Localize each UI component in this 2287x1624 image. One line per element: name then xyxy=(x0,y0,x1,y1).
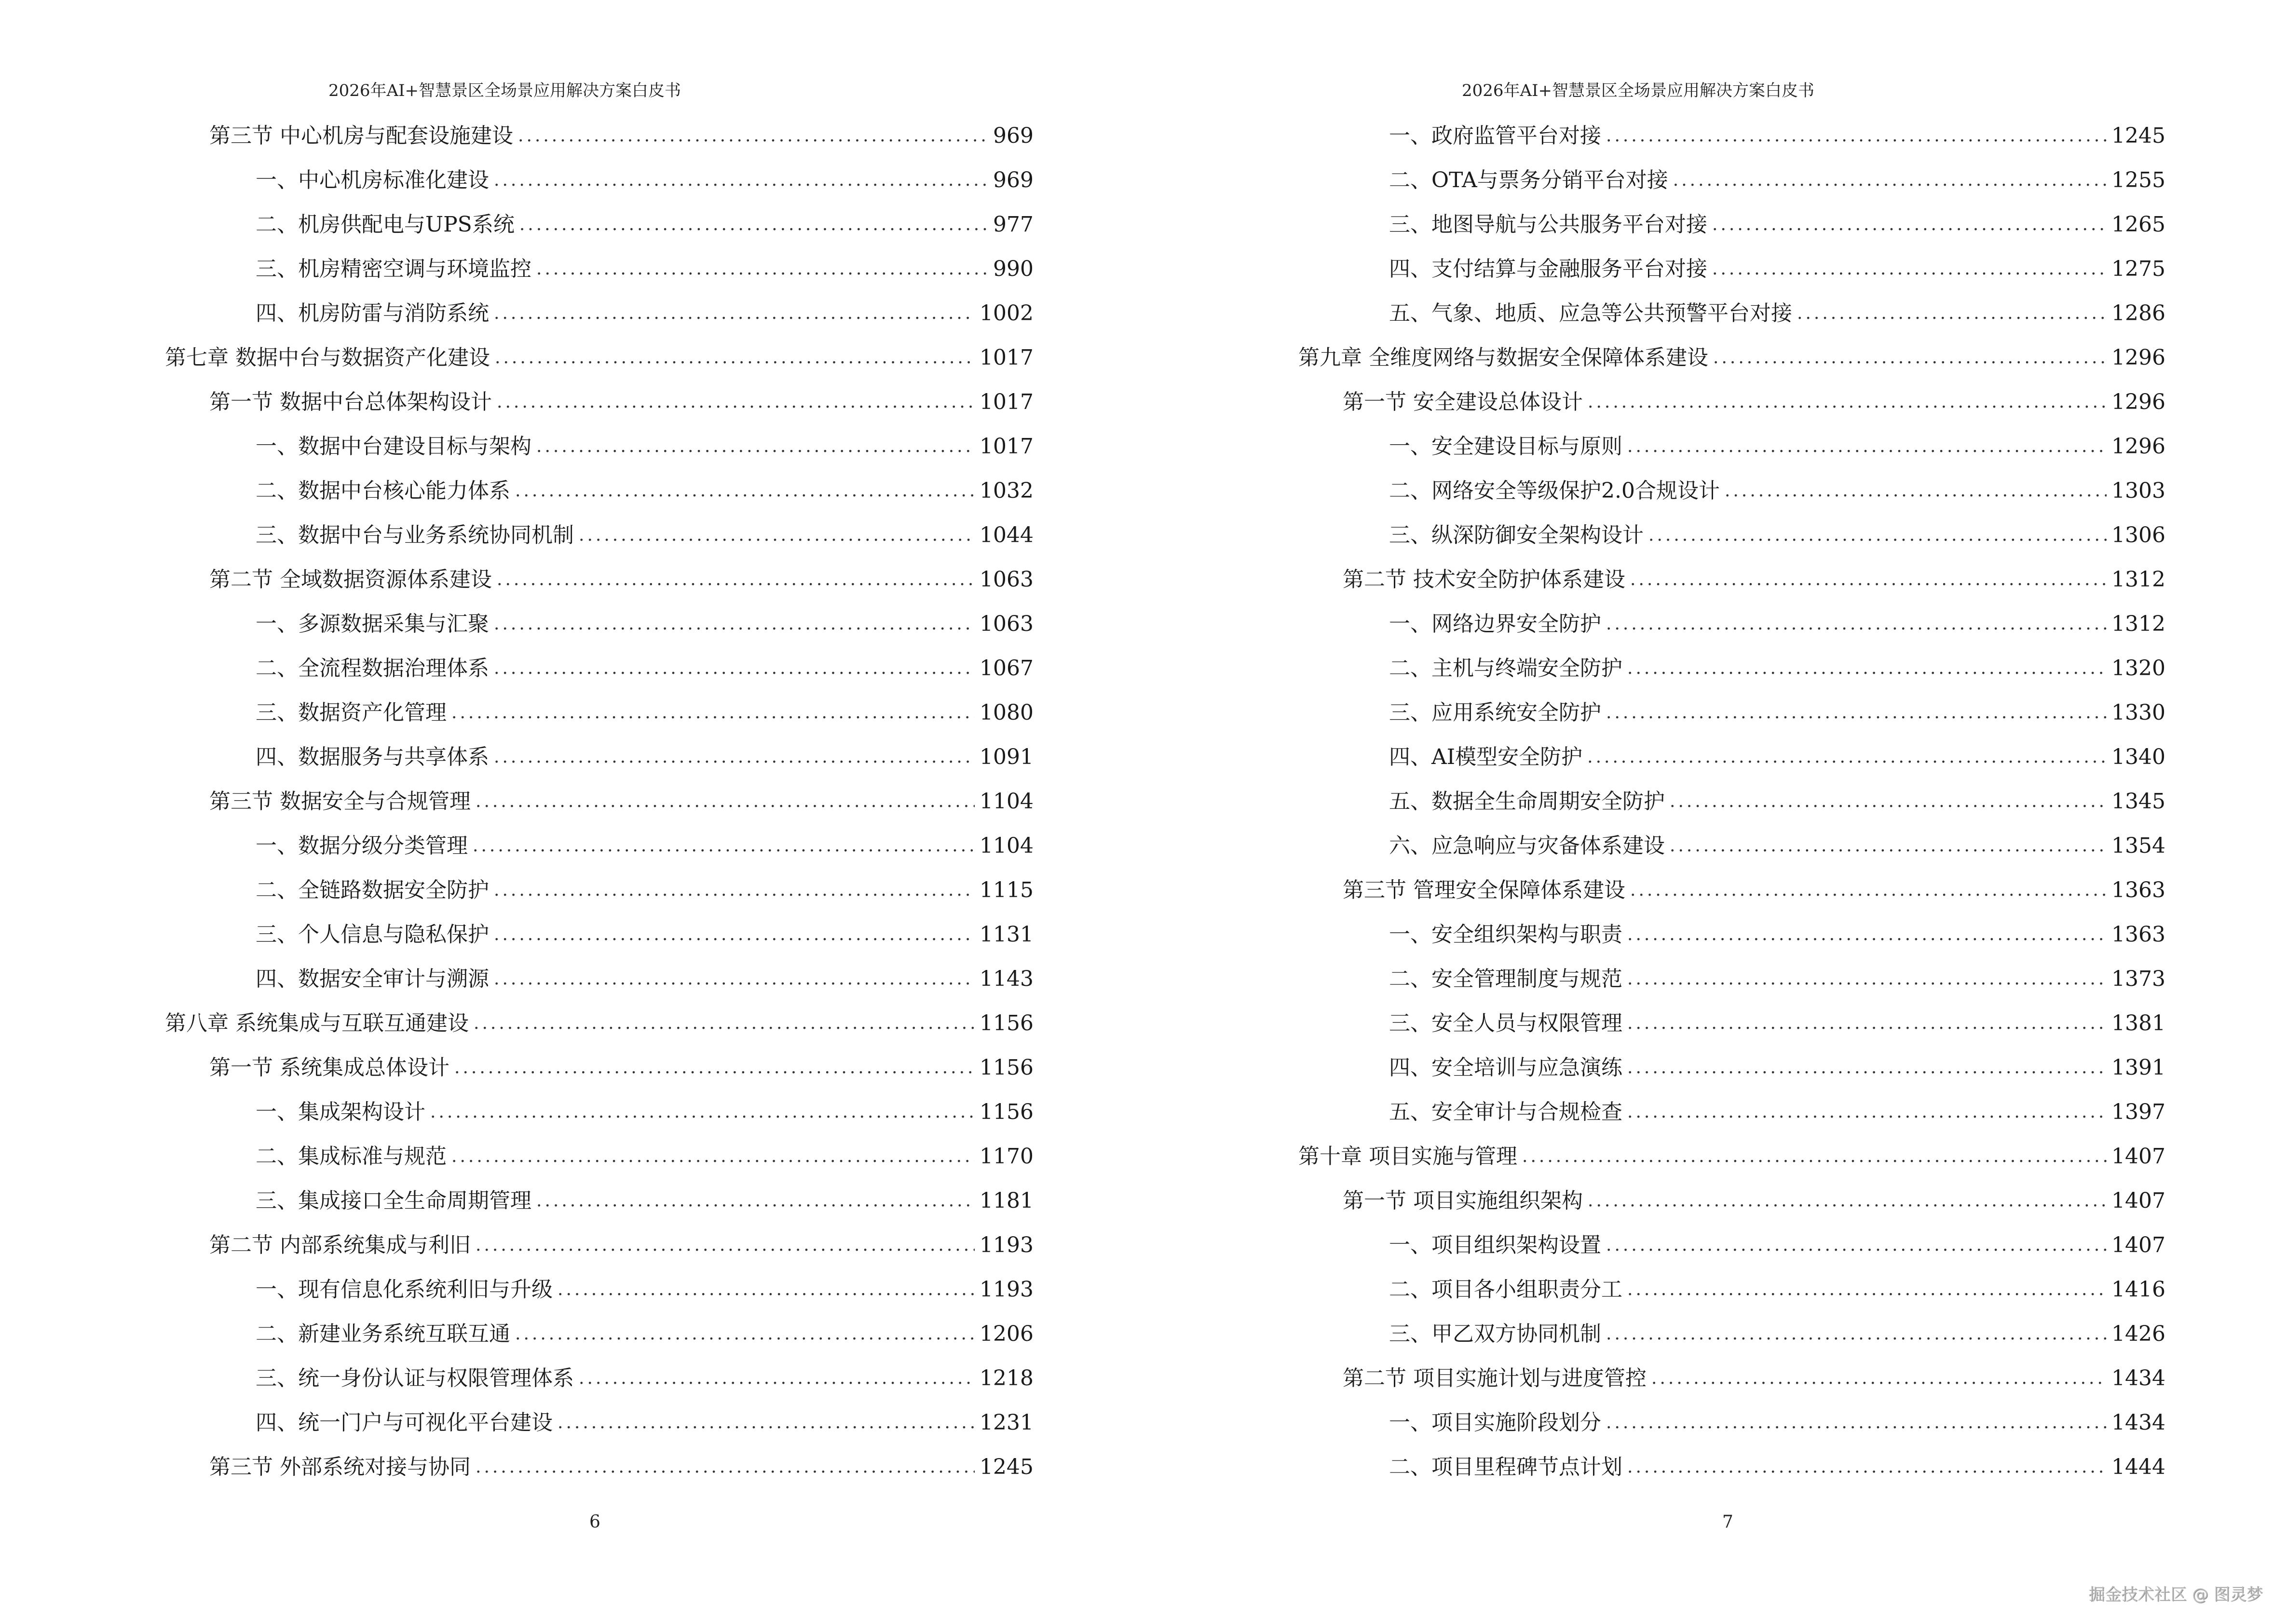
dot-leader xyxy=(476,1445,975,1489)
toc-entry-page: 1156 xyxy=(980,1100,1034,1124)
dot-leader xyxy=(497,558,975,602)
toc-subsection-entry[interactable] xyxy=(165,691,1034,735)
toc-entry-page: 1245 xyxy=(2111,123,2165,148)
toc-entry-page: 1231 xyxy=(980,1410,1034,1435)
toc-entry-title: 第一节 系统集成总体设计 xyxy=(209,1055,449,1080)
toc-entry-title: 第三节 中心机房与配套设施建设 xyxy=(209,123,513,148)
toc-subsection-entry[interactable] xyxy=(1298,1090,2165,1134)
toc-subsection-entry[interactable] xyxy=(1298,646,2165,691)
toc-subsection-entry[interactable] xyxy=(1298,203,2165,247)
toc-entry-title: 一、网络边界安全防护 xyxy=(1389,612,1601,636)
dot-leader xyxy=(515,469,975,513)
dot-leader xyxy=(1606,1223,2107,1268)
toc-section-entry[interactable] xyxy=(165,380,1034,424)
toc-entry-page: 1381 xyxy=(2111,1011,2165,1036)
toc-entry-title: 一、项目组织架构设置 xyxy=(1389,1233,1601,1257)
toc-entry-title: 三、数据中台与业务系统协同机制 xyxy=(256,523,574,547)
toc-entry-title: 三、地图导航与公共服务平台对接 xyxy=(1389,212,1707,237)
toc-entry-title: 一、项目实施阶段划分 xyxy=(1389,1410,1601,1435)
toc-section-entry[interactable] xyxy=(1298,558,2165,602)
dot-leader xyxy=(536,424,975,469)
dot-leader xyxy=(494,868,975,913)
toc-entry-page: 1170 xyxy=(980,1144,1034,1169)
toc-entry-title: 第二节 全域数据资源体系建设 xyxy=(209,567,492,592)
toc-entry-page: 1407 xyxy=(2111,1233,2165,1257)
toc-subsection-entry[interactable] xyxy=(1298,1445,2165,1489)
toc-entry-title: 四、统一门户与可视化平台建设 xyxy=(256,1410,553,1435)
toc-entry-title: 第七章 数据中台与数据资产化建设 xyxy=(165,345,490,370)
toc-entry-title: 三、纵深防御安全架构设计 xyxy=(1389,523,1644,547)
dot-leader xyxy=(474,1001,975,1046)
toc-entry-page: 1156 xyxy=(980,1055,1034,1080)
dot-leader xyxy=(494,913,975,957)
dot-leader xyxy=(579,513,975,558)
toc-subsection-entry[interactable] xyxy=(165,1356,1034,1401)
toc-entry-page: 1407 xyxy=(2111,1144,2165,1169)
toc-subsection-entry[interactable] xyxy=(1298,513,2165,558)
toc-chapter-entry[interactable] xyxy=(165,1001,1034,1046)
dot-leader xyxy=(536,1179,975,1223)
toc-entry-page: 1091 xyxy=(980,745,1034,769)
toc-subsection-entry[interactable] xyxy=(165,602,1034,646)
toc-entry-page: 1156 xyxy=(980,1011,1034,1036)
table-of-contents xyxy=(165,114,1034,1489)
dot-leader xyxy=(1627,1445,2107,1489)
toc-entry-page: 969 xyxy=(993,123,1034,148)
dot-leader xyxy=(1627,424,2107,469)
toc-entry-title: 四、数据服务与共享体系 xyxy=(256,745,489,769)
toc-entry-page: 1265 xyxy=(2111,212,2165,237)
toc-subsection-entry[interactable] xyxy=(165,1268,1034,1312)
toc-entry-page: 1373 xyxy=(2111,967,2165,991)
toc-subsection-entry[interactable] xyxy=(165,868,1034,913)
toc-entry-title: 二、全链路数据安全防护 xyxy=(256,878,489,902)
toc-entry-page: 1345 xyxy=(2111,789,2165,814)
toc-entry-page: 1017 xyxy=(980,390,1034,414)
toc-entry-title: 一、安全组织架构与职责 xyxy=(1389,922,1622,947)
running-header: 2026年AI+智慧景区全场景应用解决方案白皮书 xyxy=(328,81,681,100)
toc-subsection-entry[interactable] xyxy=(1298,824,2165,868)
toc-section-entry[interactable] xyxy=(165,114,1034,158)
toc-section-entry[interactable] xyxy=(1298,380,2165,424)
toc-subsection-entry[interactable] xyxy=(1298,247,2165,291)
toc-entry-page: 1444 xyxy=(2111,1455,2165,1479)
dot-leader xyxy=(494,158,988,203)
toc-entry-title: 一、数据中台建设目标与架构 xyxy=(256,434,531,459)
dot-leader xyxy=(1588,1179,2107,1223)
toc-entry-title: 五、安全审计与合规检查 xyxy=(1389,1100,1622,1124)
dot-leader xyxy=(1630,558,2107,602)
toc-entry-title: 第二节 项目实施计划与进度管控 xyxy=(1343,1366,1647,1391)
dot-leader xyxy=(451,691,975,735)
toc-entry-page: 1330 xyxy=(2111,700,2165,725)
toc-entry-title: 三、甲乙双方协同机制 xyxy=(1389,1322,1601,1346)
toc-entry-page: 969 xyxy=(993,168,1034,192)
toc-entry-page: 1218 xyxy=(980,1366,1034,1391)
toc-entry-page: 1391 xyxy=(2111,1055,2165,1080)
toc-entry-title: 第一节 项目实施组织架构 xyxy=(1343,1188,1583,1213)
toc-entry-page: 1255 xyxy=(2111,168,2165,192)
toc-entry-page: 1104 xyxy=(980,833,1034,858)
page-number: 6 xyxy=(589,1512,600,1532)
toc-subsection-entry[interactable] xyxy=(165,247,1034,291)
dot-leader xyxy=(454,1046,975,1090)
toc-entry-title: 一、政府监管平台对接 xyxy=(1389,123,1601,148)
dot-leader xyxy=(1712,247,2107,291)
toc-subsection-entry[interactable] xyxy=(1298,779,2165,824)
dot-leader xyxy=(519,203,988,247)
toc-subsection-entry[interactable] xyxy=(165,1090,1034,1134)
toc-entry-title: 一、数据分级分类管理 xyxy=(256,833,468,858)
toc-entry-title: 四、安全培训与应急演练 xyxy=(1389,1055,1622,1080)
toc-subsection-entry[interactable] xyxy=(1298,913,2165,957)
dot-leader xyxy=(1606,1401,2107,1445)
toc-entry-page: 1063 xyxy=(980,567,1034,592)
toc-subsection-entry[interactable] xyxy=(1298,424,2165,469)
toc-entry-title: 第三节 数据安全与合规管理 xyxy=(209,789,471,814)
toc-subsection-entry[interactable] xyxy=(1298,291,2165,336)
page-number: 7 xyxy=(1722,1512,1733,1532)
toc-entry-title: 五、数据全生命周期安全防护 xyxy=(1389,789,1665,814)
toc-subsection-entry[interactable] xyxy=(165,735,1034,779)
toc-entry-title: 三、安全人员与权限管理 xyxy=(1389,1011,1622,1036)
toc-entry-title: 第三节 管理安全保障体系建设 xyxy=(1343,878,1625,902)
dot-leader xyxy=(1606,602,2107,646)
toc-entry-title: 二、项目里程碑节点计划 xyxy=(1389,1455,1622,1479)
toc-entry-page: 1340 xyxy=(2111,745,2165,769)
toc-entry-page: 1063 xyxy=(980,612,1034,636)
toc-subsection-entry[interactable] xyxy=(1298,114,2165,158)
toc-entry-page: 1115 xyxy=(980,878,1034,902)
dot-leader xyxy=(494,602,975,646)
toc-subsection-entry[interactable] xyxy=(165,1312,1034,1356)
dot-leader xyxy=(1627,957,2107,1001)
toc-subsection-entry[interactable] xyxy=(165,513,1034,558)
dot-leader xyxy=(1522,1134,2107,1179)
toc-subsection-entry[interactable] xyxy=(165,646,1034,691)
toc-chapter-entry[interactable] xyxy=(1298,1134,2165,1179)
toc-section-entry[interactable] xyxy=(1298,1356,2165,1401)
toc-entry-title: 二、主机与终端安全防护 xyxy=(1389,656,1622,681)
dot-leader xyxy=(1587,735,2107,779)
toc-entry-page: 1044 xyxy=(980,523,1034,547)
dot-leader xyxy=(1627,913,2107,957)
toc-entry-page: 1275 xyxy=(2111,257,2165,281)
dot-leader xyxy=(473,824,975,868)
toc-entry-page: 1312 xyxy=(2111,567,2165,592)
dot-leader xyxy=(494,646,975,691)
toc-entry-page: 1017 xyxy=(980,434,1034,459)
toc-chapter-entry[interactable] xyxy=(1298,336,2165,380)
toc-entry-page: 1193 xyxy=(980,1277,1034,1302)
dot-leader xyxy=(536,247,988,291)
toc-entry-title: 一、中心机房标准化建设 xyxy=(256,168,489,192)
toc-subsection-entry[interactable] xyxy=(165,913,1034,957)
dot-leader xyxy=(515,1312,975,1356)
toc-subsection-entry[interactable] xyxy=(165,424,1034,469)
toc-section-entry[interactable] xyxy=(165,1046,1034,1090)
dot-leader xyxy=(1630,868,2107,913)
toc-entry-title: 一、现有信息化系统利旧与升级 xyxy=(256,1277,553,1302)
toc-entry-title: 二、安全管理制度与规范 xyxy=(1389,967,1622,991)
dot-leader xyxy=(494,957,975,1001)
toc-entry-title: 二、OTA与票务分销平台对接 xyxy=(1389,168,1668,192)
toc-entry-page: 1426 xyxy=(2111,1322,2165,1346)
dot-leader xyxy=(1797,291,2107,336)
toc-entry-title: 四、机房防雷与消防系统 xyxy=(256,301,489,326)
toc-entry-title: 第二节 技术安全防护体系建设 xyxy=(1343,567,1625,592)
running-header: 2026年AI+智慧景区全场景应用解决方案白皮书 xyxy=(1462,81,1814,100)
dot-leader xyxy=(1606,114,2107,158)
toc-entry-title: 第九章 全维度网络与数据安全保障体系建设 xyxy=(1298,345,1708,370)
toc-entry-title: 一、安全建设目标与原则 xyxy=(1389,434,1622,459)
toc-subsection-entry[interactable] xyxy=(165,291,1034,336)
dot-leader xyxy=(1673,158,2107,203)
toc-entry-title: 三、统一身份认证与权限管理体系 xyxy=(256,1366,574,1391)
toc-entry-page: 1032 xyxy=(980,478,1034,503)
toc-subsection-entry[interactable] xyxy=(1298,1312,2165,1356)
toc-section-entry[interactable] xyxy=(165,558,1034,602)
toc-entry-title: 第二节 内部系统集成与利旧 xyxy=(209,1233,471,1257)
dot-leader xyxy=(1651,1356,2107,1401)
toc-entry-page: 1104 xyxy=(980,789,1034,814)
toc-entry-page: 1303 xyxy=(2111,478,2165,503)
toc-entry-title: 三、数据资产化管理 xyxy=(256,700,447,725)
toc-subsection-entry[interactable] xyxy=(1298,1046,2165,1090)
toc-entry-page: 1143 xyxy=(980,967,1034,991)
dot-leader xyxy=(1606,1312,2107,1356)
dot-leader xyxy=(1670,779,2107,824)
toc-section-entry[interactable] xyxy=(1298,1179,2165,1223)
toc-entry-title: 四、AI模型安全防护 xyxy=(1389,745,1583,769)
toc-subsection-entry[interactable] xyxy=(165,824,1034,868)
toc-entry-page: 1002 xyxy=(980,301,1034,326)
toc-subsection-entry[interactable] xyxy=(1298,469,2165,513)
dot-leader xyxy=(495,336,975,380)
toc-entry-page: 1296 xyxy=(2111,345,2165,370)
toc-subsection-entry[interactable] xyxy=(1298,735,2165,779)
toc-subsection-entry[interactable] xyxy=(165,1401,1034,1445)
dot-leader xyxy=(476,779,975,824)
toc-entry-page: 1017 xyxy=(980,345,1034,370)
toc-entry-page: 1312 xyxy=(2111,612,2165,636)
toc-subsection-entry[interactable] xyxy=(1298,1268,2165,1312)
toc-entry-page: 1067 xyxy=(980,656,1034,681)
toc-entry-page: 1245 xyxy=(980,1455,1034,1479)
watermark: 掘金技术社区 @ 图灵梦 xyxy=(2088,1585,2263,1604)
toc-entry-title: 三、应用系统安全防护 xyxy=(1389,700,1601,725)
dot-leader xyxy=(1648,513,2107,558)
dot-leader xyxy=(1627,646,2107,691)
toc-entry-page: 1131 xyxy=(980,922,1034,947)
dot-leader xyxy=(558,1401,975,1445)
toc-subsection-entry[interactable] xyxy=(1298,1001,2165,1046)
toc-subsection-entry[interactable] xyxy=(165,957,1034,1001)
toc-entry-page: 1363 xyxy=(2111,878,2165,902)
dot-leader xyxy=(1713,336,2107,380)
toc-subsection-entry[interactable] xyxy=(165,158,1034,203)
toc-entry-title: 第一节 数据中台总体架构设计 xyxy=(209,390,492,414)
toc-entry-page: 1296 xyxy=(2111,390,2165,414)
toc-entry-page: 1296 xyxy=(2111,434,2165,459)
toc-entry-title: 第一节 安全建设总体设计 xyxy=(1343,390,1583,414)
toc-entry-page: 977 xyxy=(993,212,1034,237)
toc-entry-title: 四、支付结算与金融服务平台对接 xyxy=(1389,257,1707,281)
toc-entry-page: 1434 xyxy=(2111,1410,2165,1435)
toc-entry-page: 1434 xyxy=(2111,1366,2165,1391)
toc-entry-title: 二、集成标准与规范 xyxy=(256,1144,447,1169)
toc-entry-title: 二、机房供配电与UPS系统 xyxy=(256,212,515,237)
toc-chapter-entry[interactable] xyxy=(165,336,1034,380)
toc-entry-page: 1306 xyxy=(2111,523,2165,547)
toc-subsection-entry[interactable] xyxy=(1298,1223,2165,1268)
toc-entry-title: 二、全流程数据治理体系 xyxy=(256,656,489,681)
toc-entry-title: 六、应急响应与灾备体系建设 xyxy=(1389,833,1665,858)
toc-subsection-entry[interactable] xyxy=(1298,158,2165,203)
toc-subsection-entry[interactable] xyxy=(165,203,1034,247)
toc-subsection-entry[interactable] xyxy=(1298,602,2165,646)
toc-entry-page: 1080 xyxy=(980,700,1034,725)
dot-leader xyxy=(1606,691,2107,735)
dot-leader xyxy=(494,291,975,336)
toc-subsection-entry[interactable] xyxy=(1298,691,2165,735)
dot-leader xyxy=(1627,1090,2107,1134)
toc-entry-page: 990 xyxy=(993,257,1034,281)
dot-leader xyxy=(430,1090,975,1134)
dot-leader xyxy=(1627,1268,2107,1312)
dot-leader xyxy=(558,1268,975,1312)
toc-subsection-entry[interactable] xyxy=(165,1179,1034,1223)
toc-entry-title: 一、集成架构设计 xyxy=(256,1100,425,1124)
toc-entry-title: 第十章 项目实施与管理 xyxy=(1298,1144,1517,1169)
toc-entry-page: 1407 xyxy=(2111,1188,2165,1213)
dot-leader xyxy=(1725,469,2107,513)
toc-subsection-entry[interactable] xyxy=(1298,957,2165,1001)
toc-entry-page: 1416 xyxy=(2111,1277,2165,1302)
toc-entry-title: 三、集成接口全生命周期管理 xyxy=(256,1188,531,1213)
table-of-contents xyxy=(1298,114,2165,1489)
toc-subsection-entry[interactable] xyxy=(1298,1401,2165,1445)
dot-leader xyxy=(1670,824,2107,868)
toc-entry-page: 1286 xyxy=(2111,301,2165,326)
toc-subsection-entry[interactable] xyxy=(165,1134,1034,1179)
toc-section-entry[interactable] xyxy=(165,1223,1034,1268)
toc-entry-title: 三、机房精密空调与环境监控 xyxy=(256,257,531,281)
toc-section-entry[interactable] xyxy=(165,1445,1034,1489)
toc-section-entry[interactable] xyxy=(1298,868,2165,913)
toc-entry-title: 五、气象、地质、应急等公共预警平台对接 xyxy=(1389,301,1792,326)
dot-leader xyxy=(451,1134,975,1179)
toc-entry-title: 一、多源数据采集与汇聚 xyxy=(256,612,489,636)
toc-entry-title: 第三节 外部系统对接与协同 xyxy=(209,1455,471,1479)
toc-entry-title: 二、数据中台核心能力体系 xyxy=(256,478,510,503)
right-page xyxy=(1144,0,2287,1624)
toc-subsection-entry[interactable] xyxy=(165,469,1034,513)
toc-entry-title: 二、新建业务系统互联互通 xyxy=(256,1322,510,1346)
dot-leader xyxy=(579,1356,975,1401)
toc-entry-title: 三、个人信息与隐私保护 xyxy=(256,922,489,947)
dot-leader xyxy=(494,735,975,779)
dot-leader xyxy=(497,380,975,424)
toc-entry-page: 1193 xyxy=(980,1233,1034,1257)
dot-leader xyxy=(518,114,988,158)
dot-leader xyxy=(1588,380,2107,424)
toc-entry-title: 四、数据安全审计与溯源 xyxy=(256,967,489,991)
toc-entry-page: 1181 xyxy=(980,1188,1034,1213)
dot-leader xyxy=(1627,1046,2107,1090)
toc-entry-title: 二、项目各小组职责分工 xyxy=(1389,1277,1622,1302)
toc-entry-page: 1397 xyxy=(2111,1100,2165,1124)
dot-leader xyxy=(476,1223,975,1268)
toc-section-entry[interactable] xyxy=(165,779,1034,824)
toc-entry-page: 1206 xyxy=(980,1322,1034,1346)
dot-leader xyxy=(1627,1001,2107,1046)
toc-entry-page: 1354 xyxy=(2111,833,2165,858)
dot-leader xyxy=(1712,203,2107,247)
toc-entry-page: 1320 xyxy=(2111,656,2165,681)
toc-entry-title: 第八章 系统集成与互联互通建设 xyxy=(165,1011,469,1036)
toc-entry-title: 二、网络安全等级保护2.0合规设计 xyxy=(1389,478,1720,503)
toc-entry-page: 1363 xyxy=(2111,922,2165,947)
